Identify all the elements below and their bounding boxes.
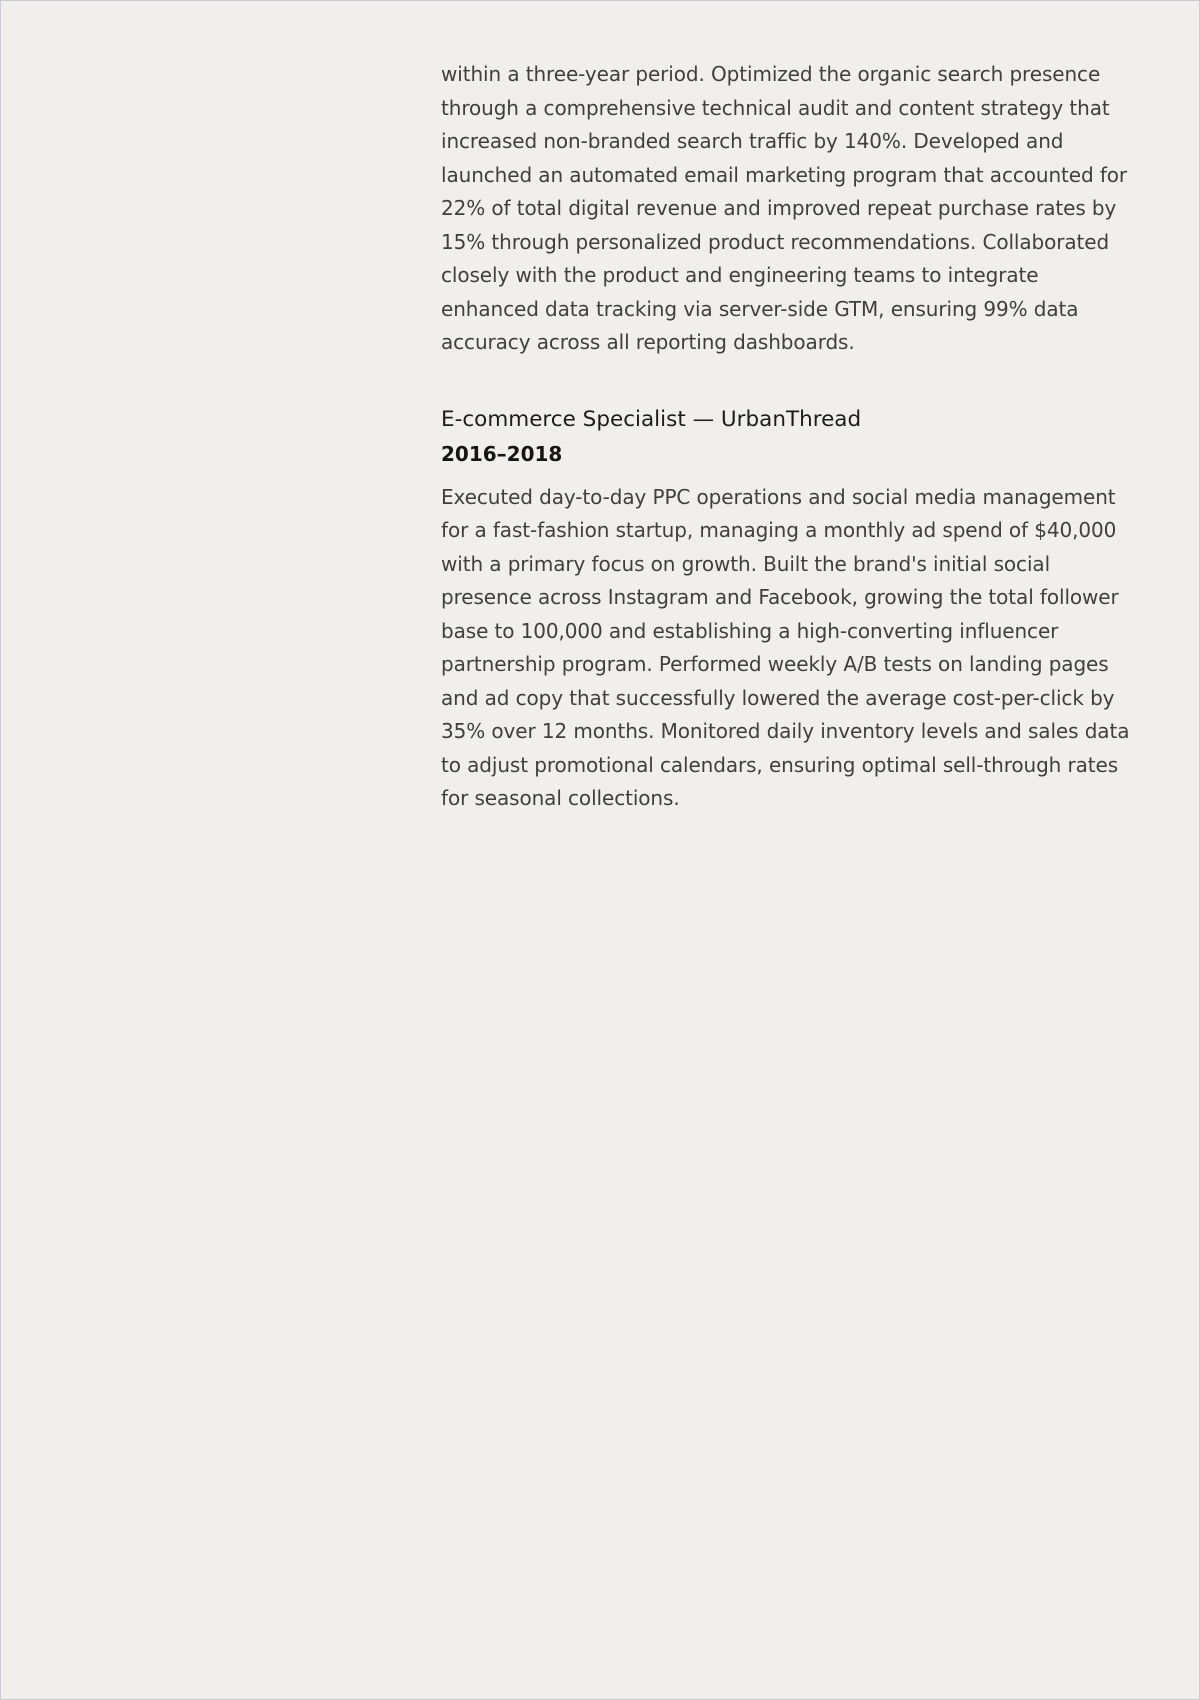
previous-role-description: within a three-year period. Optimized the organic search presence through a comprehensive technical audit and content strategy that increased non-branded search traffic by 140%. Developed and launched an automated email marketing program that accounted for 22% of total digital revenue and improved repeat purchase rates by 15% through personalized product recommendations. Collaborated closely with the product and engineering teams to integrate enhanced data tracking via server-side GTM, ensuring 99% data accuracy across all reporting dashboards. — [441, 62, 1128, 354]
job-title: E-commerce Specialist — UrbanThread — [441, 406, 862, 432]
experience-section — [441, 58, 1131, 816]
experience-entry — [441, 403, 1131, 816]
job-description: Executed day-to-day PPC operations and social media management for a fast-fashion startup, managing a monthly ad spend of $40,000 with a primary focus on growth. Built the brand's initial social presence across Instagram and Facebook, growing the total follower base to 100,000 and establishing a high-converting influencer partnership program. Performed weekly A/B tests on landing pages and ad copy that successfully lowered the average cost-per-click by 35% over 12 months. Monitored daily inventory levels and sales data to adjust promotional calendars, ensuring optimal sell-through rates for seasonal collections. — [441, 484, 1130, 810]
job-dates: 2016–2018 — [441, 441, 563, 466]
